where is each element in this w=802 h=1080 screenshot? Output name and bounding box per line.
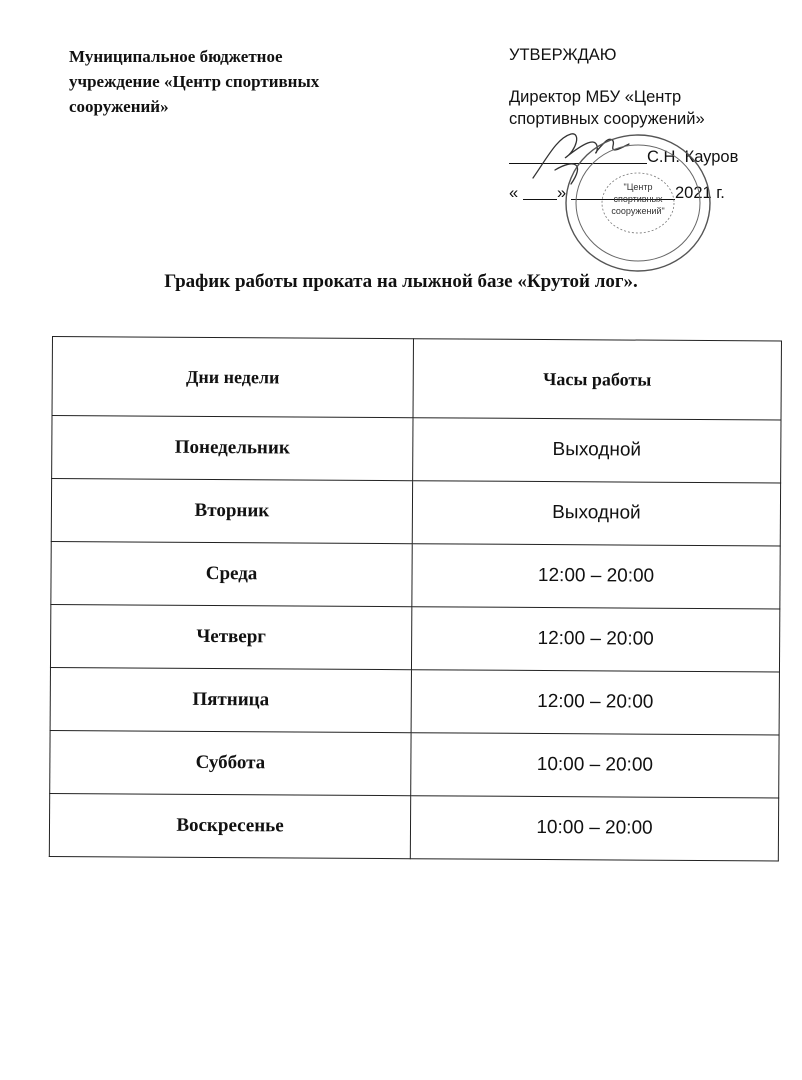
date-quote-close: » (557, 184, 567, 202)
approval-heading: УТВЕРЖДАЮ (509, 46, 617, 64)
stamp-center-line-2: спортивных (613, 194, 663, 204)
stamp-center-line-3: сооружений" (611, 206, 665, 216)
table-row (50, 667, 779, 734)
header-hours: Часы работы (413, 339, 781, 420)
header-days: Дни недели (52, 337, 413, 418)
day-blank-line (523, 199, 557, 200)
schedule-table (49, 336, 782, 861)
day-cell: Вторник (51, 479, 412, 544)
table-row (50, 730, 779, 797)
organization-line-3: сооружений» (69, 97, 169, 116)
hours-cell: 10:00 – 20:00 (410, 796, 778, 861)
day-cell: Понедельник (52, 416, 413, 481)
day-cell: Суббота (50, 730, 411, 795)
approver-position-line-1: Директор МБУ «Центр (509, 88, 682, 106)
day-cell: Пятница (50, 667, 411, 732)
date-quote-open: « (509, 184, 519, 202)
organization-line-1: Муниципальное бюджетное (69, 47, 283, 66)
hours-cell: Выходной (413, 418, 781, 483)
approval-year: 2021 г. (675, 184, 725, 202)
hours-cell: 10:00 – 20:00 (411, 733, 779, 798)
stamp-center-line-1: "Центр (623, 182, 653, 192)
official-stamp (558, 128, 718, 278)
day-cell: Среда (51, 541, 412, 606)
table-header-row (52, 337, 781, 420)
hours-cell: 12:00 – 20:00 (411, 607, 779, 672)
table-row (50, 604, 779, 671)
hours-cell: Выходной (412, 481, 780, 546)
day-cell: Воскресенье (49, 793, 410, 858)
organization-line-2: учреждение «Центр спортивных (69, 72, 320, 91)
table-row (51, 479, 780, 546)
signatory-name: С.Н. Кауров (647, 148, 739, 166)
table-row (49, 793, 778, 860)
table-row (51, 541, 780, 608)
hours-cell: 12:00 – 20:00 (411, 670, 779, 735)
organization-name (69, 44, 369, 119)
approval-block (509, 44, 779, 202)
hours-cell: 12:00 – 20:00 (412, 544, 780, 609)
document-title: График работы проката на лыжной базе «Крутой лог». (164, 271, 638, 292)
day-cell: Четверг (50, 604, 411, 669)
table-row (52, 416, 781, 483)
approver-position-line-2: спортивных сооружений» (509, 110, 705, 128)
